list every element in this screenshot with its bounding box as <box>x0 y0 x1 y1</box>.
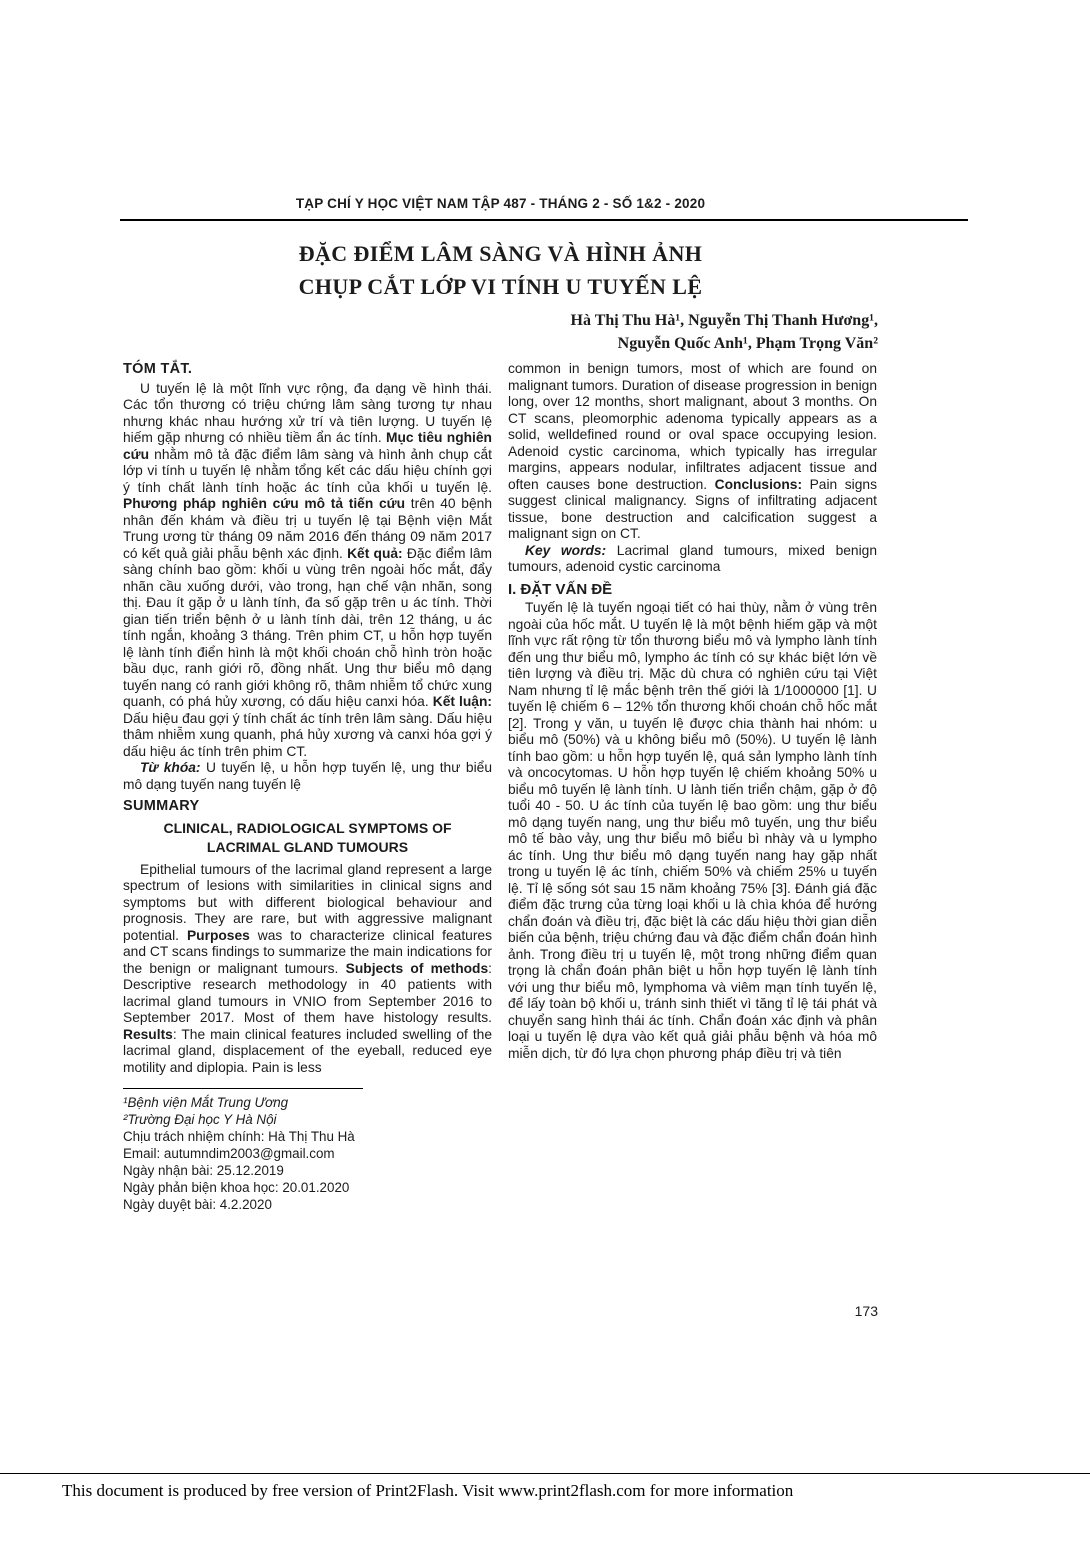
left-column <box>123 361 492 1213</box>
footnote-affiliation-1: ¹Bệnh viện Mắt Trung Ương <box>123 1095 289 1110</box>
abstract-heading: TÓM TẮT. <box>123 361 193 377</box>
section-heading-dat-van-de: I. ĐẶT VẤN ĐỀ <box>508 580 613 598</box>
authors-line1: Hà Thị Thu Hà¹, Nguyễn Thị Thanh Hương¹, <box>570 312 878 329</box>
footnote-accepted-date: Ngày duyệt bài: 4.2.2020 <box>123 1197 272 1212</box>
article-title-line2: CHỤP CẮT LỚP VI TÍNH U TUYẾN LỆ <box>298 274 703 299</box>
footnote-email: Email: autumndim2003@gmail.com <box>123 1146 335 1161</box>
footnote-block <box>123 1094 492 1213</box>
keywords-paragraph: Từ khóa: U tuyến lệ, u hỗn hợp tuyến lệ, ung thư biểu mô dạng tuyến nang tuyến lệ <box>123 760 492 792</box>
footnote-divider <box>123 1088 363 1089</box>
article-title <box>123 237 878 303</box>
footer-notice-text[interactable]: This document is produced by free version of Print2Flash. Visit www.print2flash.com for more information <box>62 1481 794 1500</box>
footnote-review-date: Ngày phản biện khoa học: 20.01.2020 <box>123 1180 350 1195</box>
right-column <box>508 361 877 1213</box>
page-number: 173 <box>854 1303 878 1319</box>
english-abstract-paragraph: Epithelial tumours of the lacrimal gland represent a large spectrum of lesions with similarities in clinical signs and symptoms but with different biological behaviour and prognosis. They are rare, but with aggressive malignant potential. Purposes was to characterize clinical features and CT scans findings to summarize the main indications for the benign or malignant tumours. Subjects of methods: Descriptive research methodology in 40 patients with lacrimal gland tumours in VNIO from September 2016 to September 2017. Most of them have histology results. Results: The main clinical features included swelling of the lacrimal gland, displacement of the eyeball, reduced eye motility and diplopia. Pain is less <box>123 861 493 1075</box>
journal-header: TẠP CHÍ Y HỌC VIỆT NAM TẬP 487 - THÁNG 2 - SỐ 1&2 - 2020 <box>295 196 706 211</box>
header-divider <box>120 219 968 221</box>
article-title-line1: ĐẶC ĐIỂM LÂM SÀNG VÀ HÌNH ẢNH <box>298 241 703 266</box>
keywords-en-paragraph: Key words: Lacrimal gland tumours, mixed benign tumours, adenoid cystic carcinoma <box>508 542 878 574</box>
two-column-body <box>123 361 878 1213</box>
summary-heading: SUMMARY <box>123 798 200 814</box>
introduction-paragraph: Tuyến lệ là tuyến ngoại tiết có hai thùy, nằm ở vùng trên ngoài của hốc mắt. U tuyến lệ là một bệnh hiếm gặp và một lĩnh vực rất rộng từ tổn thương biểu mô và lympho lành tính đến ung thư biểu mô, lympho ác tính có sự khác biệt lớn về tiên lượng và điều trị. Mặc dù chưa có nghiên cứu tại Việt Nam nhưng tỉ lệ mắc bệnh trên thế giới là 1/1000000 [1]. U tuyến lệ chiếm 6 – 12% tổn thương khối choán chỗ hốc mắt [2]. Trong y văn, u tuyến lệ được chia thành hai nhóm: u biểu mô (50%) và u không biểu mô (50%). U tuyến lệ lành tính bao gồm: u hỗn hợp tuyến lệ, quá sản lympho lành tính và oncocytomas. U hỗn hợp tuyến lệ chiếm khoảng 50% u biểu mô tuyến lệ lành tính. U lành tiến triển chậm, gặp ở độ tuổi 40 - 50. U ác tính của tuyến lệ bao gồm: ung thư biểu mô dạng tuyến nang, ung thư biểu mô tuyến, ung thư biểu mô tế bào vảy, ung thư biểu mô biểu bì nhày và u lympho ác tính. Ung thư biểu mô dạng tuyến nang hay gặp nhất trong u tuyến lệ ác tính, chiếm 50% và chiếm 25% u tuyến lệ. Tỉ lệ sống sót sau 15 năm khoảng 75% [3]. Đánh giá đặc điểm đặc trưng của từng loại khối u là chìa khóa để hướng chẩn đoán và điều trị, đặc biệt là các dấu hiệu thời gian diễn biến của bệnh, triệu chứng đau và đặc điểm chẩn đoán hình ảnh. Trong điều trị u tuyến lệ, một trong những điểm quan trọng là chẩn đoán phân biệt u hỗn hợp tuyến lệ lành tính với ung thư biểu mô, lymphoma và viêm mạn tính tuyến lệ, để lấy toàn bộ khối u, tránh sinh thiết vì tăng tỉ lệ tái phát và chuyển sang hình thái ác tính. Chẩn đoán xác định và phân loại u tuyến lệ dựa vào kết quả giải phẫu bệnh và hóa mô miễn dịch, từ đó lựa chọn phương pháp điều trị và tiên <box>508 600 877 1061</box>
summary-subtitle-line1: CLINICAL, RADIOLOGICAL SYMPTOMS OF <box>163 819 452 836</box>
footnote-corresponding-author: Chịu trách nhiệm chính: Hà Thị Thu Hà <box>123 1129 355 1144</box>
english-abstract-continuation: common in benign tumors, most of which are found on malignant tumors. Duration of disease progression in benign long, over 12 months, short malignant, about 3 months. On CT scans, pleomorphic adenoma typically appears as a solid, welldefined round or oval space occupying lesion. Adenoid cystic carcinoma, which typically has irregular margins, appears nodular, infiltrates adjacent tissue and often causes bone destruction. Conclusions: Pain signs suggest clinical malignancy. Signs of infiltrating adjacent tissue, bone destruction and calcification suggest a malignant sign on CT. <box>508 361 877 541</box>
footnote-received-date: Ngày nhận bài: 25.12.2019 <box>123 1163 284 1178</box>
footer-notice-bar <box>0 1473 1090 1501</box>
authors-line2: Nguyễn Quốc Anh¹, Phạm Trọng Văn² <box>617 335 878 352</box>
footnote-affiliation-2: ²Trường Đại học Y Hà Nội <box>123 1112 277 1127</box>
abstract-paragraph: U tuyến lệ là một lĩnh vực rộng, đa dạng về hình thái. Các tổn thương có triệu chứng lâm sàng tương tự nhau nhưng khác nhau hướng xử trí và tiên lượng. U tuyến lệ hiếm gặp nhưng có nhiều tiềm ẩn ác tính. Mục tiêu nghiên cứu nhằm mô tả đặc điểm lâm sàng và hình ảnh chụp cắt lớp vi tính u tuyến lệ nhằm tổng kết các dấu hiệu chính gợi ý tính chất lành tính hoặc ác tính của khối u tuyến lệ. Phương pháp nghiên cứu mô tả tiến cứu trên 40 bệnh nhân đến khám và điều trị u tuyến lệ tại Bệnh viện Mắt Trung ương từ tháng 09 năm 2016 đến tháng 09 năm 2017 có kết quả giải phẫu bệnh xác định. Kết quả: Đặc điểm lâm sàng chính bao gồm: khối u vùng trên ngoài hốc mắt, đẩy nhãn cầu xuống dưới, vào trong, hạn chế vận nhãn, song thị. Đau ít gặp ở u lành tính, đa số gặp trên u ác tính. Thời gian tiến triển bệnh ở u lành tính dài, trên 12 tháng, u ác tính ngắn, khoảng 3 tháng. Trên phim CT, u hỗn hợp tuyến lệ lành tính điển hình là một khối choán chỗ hình tròn hoặc bầu dục, ranh giới rõ, đồng nhất. Ung thư biểu mô dạng tuyến nang có ranh giới không rõ, thâm nhiễm tổ chức xung quanh, có phá hủy xương, có dấu hiệu canxi hóa. Kết luận: Dấu hiệu đau gợi ý tính chất ác tính trên lâm sàng. Dấu hiệu thâm nhiễm xung quanh, phá hủy xương và canxi hóa gợi ý dấu hiệu ác tính trên phim CT. <box>123 380 493 759</box>
authors-block <box>123 309 878 355</box>
summary-subtitle-line2: LACRIMAL GLAND TUMOURS <box>206 838 409 855</box>
summary-subtitle <box>123 819 492 857</box>
